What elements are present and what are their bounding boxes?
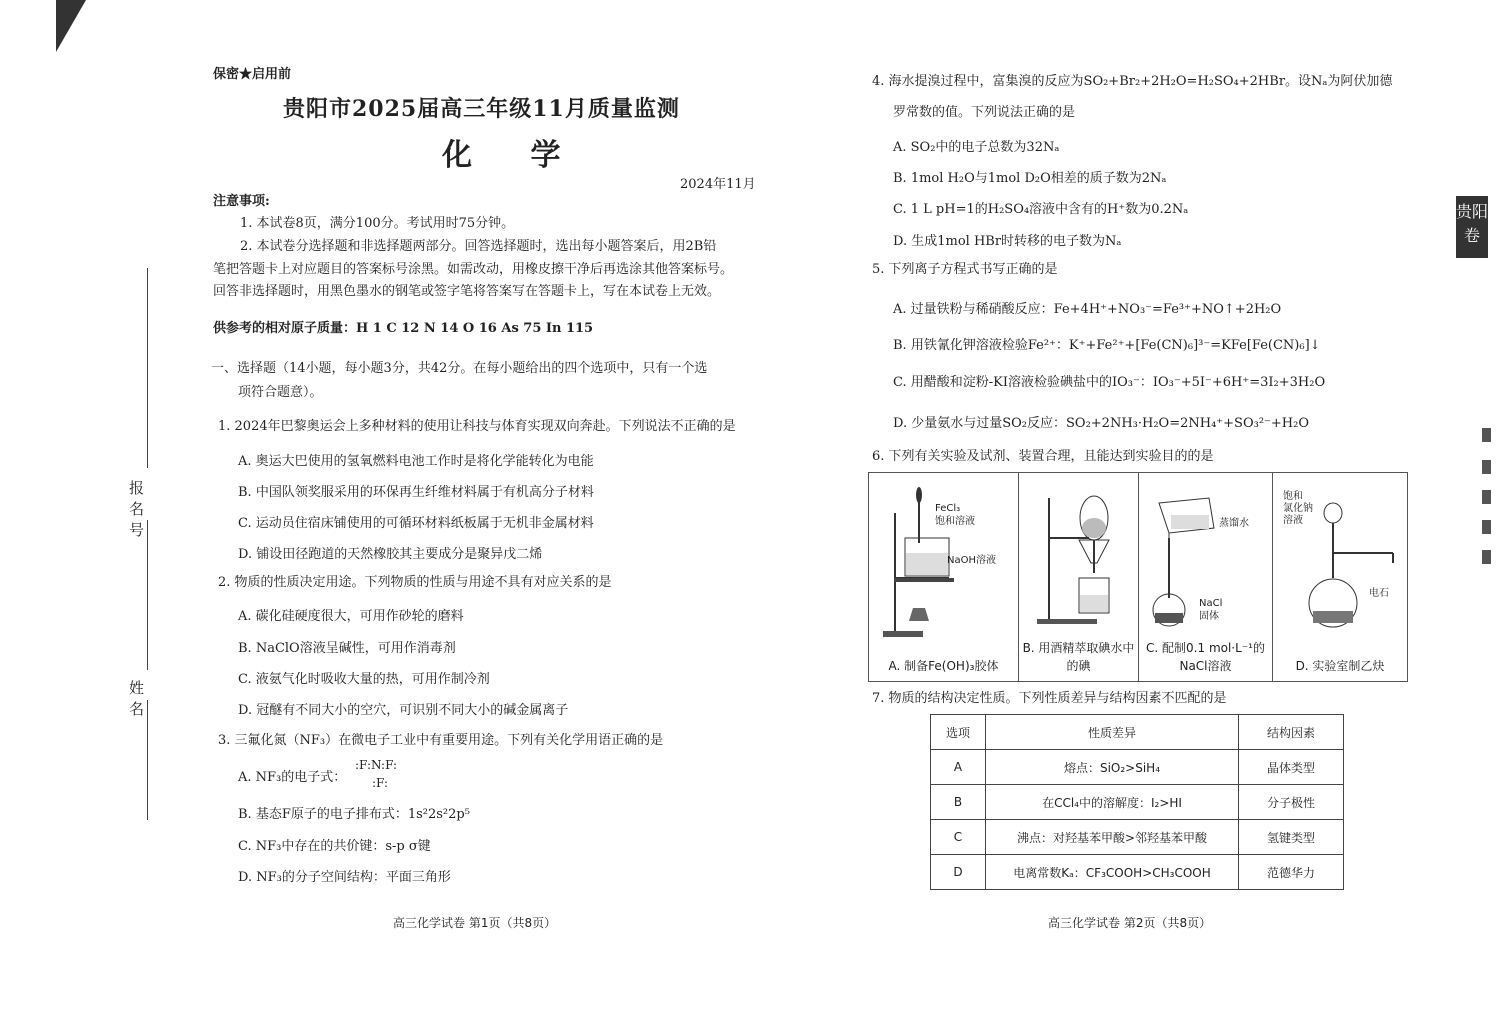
lewis-structure-top: :F:N:F: — [355, 758, 398, 772]
q7-table — [930, 714, 1344, 890]
binding-line — [147, 700, 148, 820]
label-fecl3: FeCl₃ — [935, 503, 961, 514]
q2-option-a: A. 碳化硅硬度很大，可用作砂轮的磨料 — [238, 609, 464, 624]
table-row — [931, 820, 1344, 855]
label-solid: 固体 — [1199, 611, 1219, 622]
q3-option-a: A. NF₃的电子式： — [238, 770, 347, 785]
question-4-cont: 罗常数的值。下列说法正确的是 — [893, 105, 1076, 120]
side-mark — [1482, 520, 1491, 534]
q1-option-d: D. 铺设田径跑道的天然橡胶其主要成分是聚异戊二烯 — [238, 547, 543, 562]
side-mark — [1482, 428, 1491, 442]
table-row — [931, 750, 1344, 785]
label-calcium-carbide: 电石 — [1369, 588, 1389, 599]
binding-line — [147, 520, 148, 670]
label-nacl-solution: 氯化钠 — [1283, 503, 1313, 514]
label-solution: 溶液 — [1283, 515, 1303, 526]
q4-option-a: A. SO₂中的电子总数为32Nₐ — [893, 140, 1060, 155]
apparatus-a — [868, 472, 1019, 682]
notice-2-cont: 笔把答题卡上对应题目的答案标号涂黑。如需改动，用橡皮擦干净后再选涂其他答案标号。 — [213, 262, 734, 277]
scan-corner-mark — [56, 0, 86, 52]
table-header-row — [931, 715, 1344, 750]
table-cell: 氢键类型 — [1239, 820, 1344, 855]
label-nacl: NaCl — [1199, 598, 1223, 609]
notice-heading: 注意事项: — [213, 194, 270, 209]
q5-option-d: D. 少量氨水与过量SO₂反应：SO₂+2NH₃·H₂O=2NH₄⁺+SO₃²⁻+H₂O — [893, 416, 1309, 431]
q5-option-c: C. 用醋酸和淀粉-KI溶液检验碘盐中的IO₃⁻：IO₃⁻+5I⁻+6H⁺=3I₂+3H₂O — [893, 375, 1326, 390]
side-label-registration: 报名号 — [127, 480, 145, 543]
table-cell: 分子极性 — [1239, 785, 1344, 820]
exam-subject: 化 学 — [442, 138, 585, 173]
exam-title: 贵阳市2025届高三年级11月质量监测 — [283, 96, 680, 122]
apparatus-d — [1272, 472, 1408, 682]
table-row — [931, 855, 1344, 890]
exam-date: 2024年11月 — [680, 177, 756, 192]
caption-b: B. 用酒精萃取碘水中的碘 — [1022, 641, 1135, 673]
question-5: 5. 下列离子方程式书写正确的是 — [872, 262, 1058, 277]
table-header: 选项 — [931, 715, 986, 750]
table-cell: D — [931, 855, 986, 890]
lewis-structure-bottom: :F: — [372, 776, 388, 790]
notice-2-cont: 回答非选择题时，用黑色墨水的钢笔或签字笔将答案写在答题卡上，写在本试卷上无效。 — [213, 284, 721, 299]
q1-option-c: C. 运动员住宿床铺使用的可循环材料纸板属于无机非金属材料 — [238, 516, 594, 531]
atomic-mass-line: 供参考的相对原子质量：H 1 C 12 N 14 O 16 As 75 In 115 — [213, 321, 594, 336]
section-heading-cont: 项符合题意）。 — [238, 385, 323, 400]
apparatus-c — [1138, 472, 1273, 682]
q5-option-b: B. 用铁氰化钾溶液检验Fe²⁺：K⁺+Fe²⁺+[Fe(CN)₆]³⁻=KFe[Fe(CN)₆]↓ — [893, 338, 1321, 353]
side-mark — [1482, 490, 1491, 504]
q3-option-d: D. NF₃的分子空间结构：平面三角形 — [238, 870, 451, 885]
question-4: 4. 海水提溴过程中，富集溴的反应为SO₂+Br₂+2H₂O=H₂SO₄+2HBr。设Nₐ为阿伏加德 — [872, 74, 1393, 89]
table-cell: 沸点：对羟基苯甲酸>邻羟基苯甲酸 — [986, 820, 1239, 855]
caption-c: C. 配制0.1 mol·L⁻¹的NaCl溶液 — [1146, 641, 1265, 673]
question-1: 1. 2024年巴黎奥运会上多种材料的使用让科技与体育实现双向奔赴。下列说法不正确的是 — [218, 419, 736, 434]
table-cell: 在CCl₄中的溶解度：I₂>HI — [986, 785, 1239, 820]
label-naoh: NaOH溶液 — [947, 555, 996, 566]
section-heading: 一、选择题（14小题，每小题3分，共42分。在每小题给出的四个选项中，只有一个选 — [211, 361, 708, 376]
q2-option-b: B. NaClO溶液呈碱性，可用作消毒剂 — [238, 641, 456, 656]
table-cell: 熔点：SiO₂>SiH₄ — [986, 750, 1239, 785]
notice-2: 2. 本试卷分选择题和非选择题两部分。回答选择题时，选出每小题答案后，用2B铅 — [240, 239, 717, 254]
caption-a: A. 制备Fe(OH)₃胶体 — [888, 659, 999, 673]
label-saturated: 饱和 — [1283, 491, 1303, 502]
label-distilled-water: 蒸馏水 — [1219, 518, 1249, 529]
q2-option-c: C. 液氨气化时吸收大量的热，可用作制冷剂 — [238, 672, 490, 687]
question-6: 6. 下列有关实验及试剂、装置合理，且能达到实验目的的是 — [872, 449, 1214, 464]
table-cell: C — [931, 820, 986, 855]
table-cell: B — [931, 785, 986, 820]
q5-option-a: A. 过量铁粉与稀硝酸反应：Fe+4H⁺+NO₃⁻=Fe³⁺+NO↑+2H₂O — [893, 302, 1282, 317]
page-footer-right: 高三化学试卷 第2页（共8页） — [1048, 916, 1212, 930]
table-header: 性质差异 — [986, 715, 1239, 750]
page-footer-left: 高三化学试卷 第1页（共8页） — [393, 916, 557, 930]
q3-option-c: C. NF₃中存在的共价键：s-p σ键 — [238, 839, 431, 854]
side-mark — [1482, 550, 1491, 564]
q1-option-b: B. 中国队领奖服采用的环保再生纤维材料属于有机高分子材料 — [238, 485, 594, 500]
q4-option-b: B. 1mol H₂O与1mol D₂O相差的质子数为2Nₐ — [893, 171, 1167, 186]
side-mark — [1482, 460, 1491, 474]
q3-option-b: B. 基态F原子的电子排布式：1s²2s²2p⁵ — [238, 807, 470, 822]
table-cell: 范德华力 — [1239, 855, 1344, 890]
q2-option-d: D. 冠醚有不同大小的空穴，可识别不同大小的碱金属离子 — [238, 703, 569, 718]
binding-line — [147, 268, 148, 468]
table-row — [931, 785, 1344, 820]
side-tab: 贵阳卷 — [1456, 196, 1488, 258]
side-label-name: 姓名 — [127, 680, 145, 722]
table-header: 结构因素 — [1239, 715, 1344, 750]
table-cell: A — [931, 750, 986, 785]
table-cell: 电离常数Kₐ：CF₃COOH>CH₃COOH — [986, 855, 1239, 890]
q4-option-c: C. 1 L pH=1的H₂SO₄溶液中含有的H⁺数为0.2Nₐ — [893, 202, 1189, 217]
table-cell: 晶体类型 — [1239, 750, 1344, 785]
q4-option-d: D. 生成1mol HBr时转移的电子数为Nₐ — [893, 234, 1122, 249]
question-3: 3. 三氟化氮（NF₃）在微电子工业中有重要用途。下列有关化学用语正确的是 — [218, 733, 664, 748]
caption-d: D. 实验室制乙炔 — [1295, 659, 1385, 673]
notice-1: 1. 本试卷8页，满分100分。考试用时75分钟。 — [240, 216, 515, 231]
confidential-mark: 保密★启用前 — [213, 67, 292, 82]
apparatus-b-drawing — [1019, 473, 1138, 643]
label-saturated: 饱和溶液 — [935, 516, 975, 527]
question-2: 2. 物质的性质决定用途。下列物质的性质与用途不具有对应关系的是 — [218, 575, 612, 590]
question-7: 7. 物质的结构决定性质。下列性质差异与结构因素不匹配的是 — [872, 691, 1227, 706]
apparatus-b — [1018, 472, 1139, 682]
q1-option-a: A. 奥运大巴使用的氢氧燃料电池工作时是将化学能转化为电能 — [238, 454, 594, 469]
